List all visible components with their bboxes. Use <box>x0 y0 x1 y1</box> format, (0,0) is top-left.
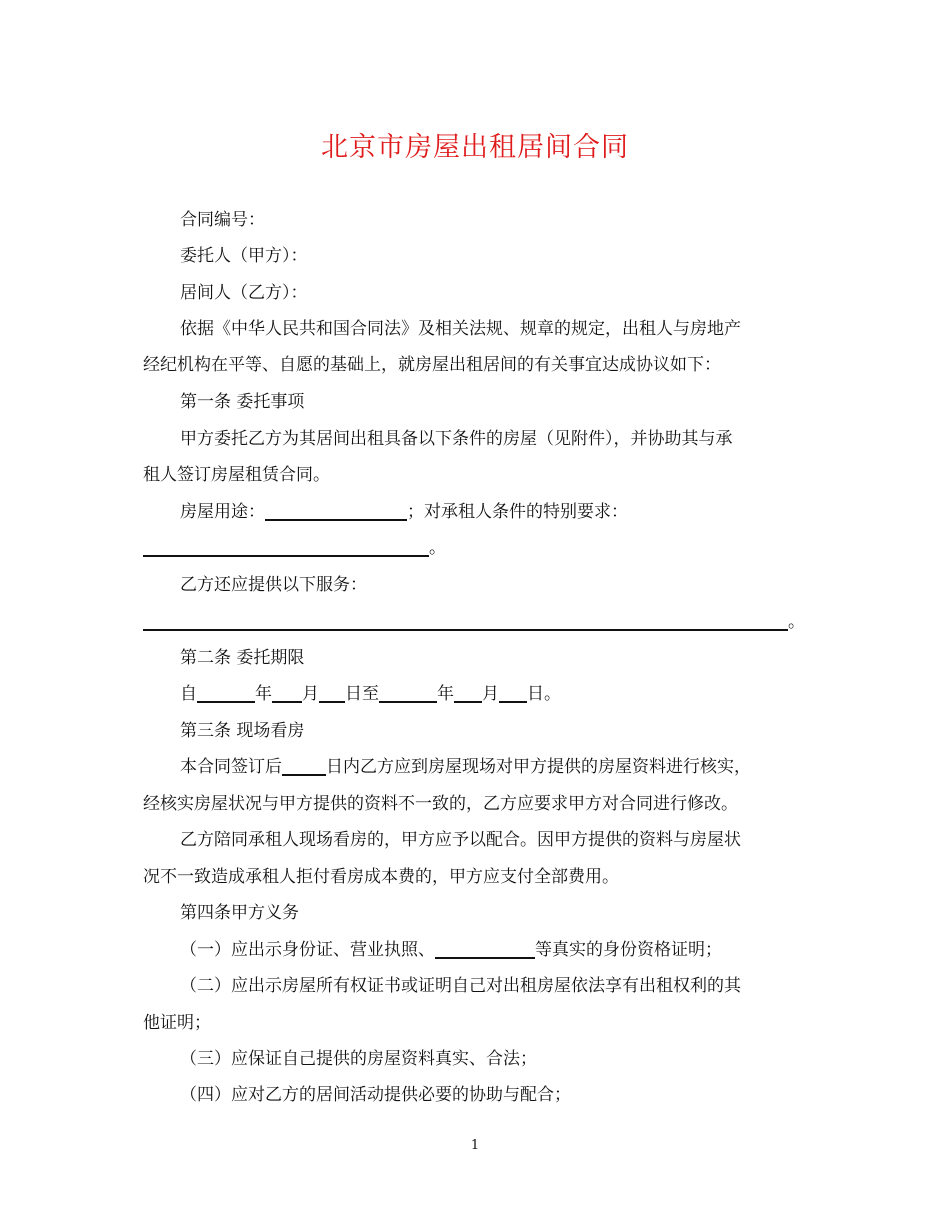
preamble-line-1: 依据《中华人民共和国合同法》及相关法规、规章的规定，出租人与房地产 <box>180 319 741 339</box>
period-line <box>180 682 803 706</box>
article-4-item-2-line-2: 他证明； <box>143 1013 211 1033</box>
art3-text-a: 本合同签订后 <box>180 757 282 777</box>
identity-doc-blank[interactable] <box>435 939 535 959</box>
article-4-title: 第四条甲方义务 <box>180 903 299 923</box>
article-3-paragraph-2-line-1: 乙方陪同承租人现场看房的，甲方应予以配合。因甲方提供的资料与房屋状 <box>180 830 741 850</box>
house-use-blank[interactable] <box>265 501 407 521</box>
article-3-paragraph-2-line-2: 况不一致造成承租人拒付看房成本费的，甲方应支付全部费用。 <box>143 867 619 887</box>
services-line <box>143 610 803 634</box>
month-text: 月 <box>482 684 499 704</box>
year-text: 年 <box>437 684 454 704</box>
start-day-blank[interactable] <box>319 683 345 703</box>
start-month-blank[interactable] <box>272 683 302 703</box>
article-3-paragraph-1-line-1 <box>180 755 803 779</box>
article-3-title: 第三条 现场看房 <box>180 721 305 741</box>
article-4-item-2-line-1: （二）应出示房屋所有权证书或证明自己对出租房屋依法享有出租权利的其 <box>180 976 741 996</box>
tenant-requirements-line <box>143 536 803 560</box>
document-title: 北京市房屋出租居间合同 <box>321 132 629 163</box>
article-1-title: 第一条 委托事项 <box>180 392 305 412</box>
article-4-item-3: （三）应保证自己提供的房屋资料真实、合法； <box>180 1049 537 1069</box>
end-year-blank[interactable] <box>379 683 437 703</box>
article-1-paragraph-line-2: 租人签订房屋租赁合同。 <box>143 465 330 485</box>
end-month-blank[interactable] <box>454 683 482 703</box>
period-mark: 。 <box>788 612 805 632</box>
period-from-text: 自 <box>180 684 197 704</box>
year-text: 年 <box>255 684 272 704</box>
tenant-requirements-label: ；对承租人条件的特别要求： <box>407 502 628 522</box>
article-3-paragraph-1-line-2: 经核实房屋状况与甲方提供的资料不一致的，乙方应要求甲方对合同进行修改。 <box>143 794 738 814</box>
days-blank[interactable] <box>282 756 326 776</box>
party-b-line: 居间人（乙方）： <box>180 283 308 303</box>
article-2-title: 第二条 委托期限 <box>180 648 305 668</box>
article-4-item-1 <box>180 938 803 962</box>
services-blank[interactable] <box>143 611 788 631</box>
party-a-line: 委托人（甲方）： <box>180 246 308 266</box>
item-1-text-b: 等真实的身份资格证明； <box>535 940 722 960</box>
page-number: 1 <box>470 1138 480 1153</box>
period-to-text: 日至 <box>345 684 379 704</box>
start-year-blank[interactable] <box>197 683 255 703</box>
end-day-blank[interactable] <box>499 683 527 703</box>
house-use-label: 房屋用途： <box>180 502 265 522</box>
services-label-line: 乙方还应提供以下服务： <box>180 575 367 595</box>
preamble-line-2: 经纪机构在平等、自愿的基础上，就房屋出租居间的有关事宜达成协议如下： <box>143 355 721 375</box>
contract-number-line: 合同编号： <box>180 210 265 230</box>
tenant-requirements-blank[interactable] <box>143 537 429 557</box>
item-1-text-a: （一）应出示身份证、营业执照、 <box>180 940 435 960</box>
article-4-item-4: （四）应对乙方的居间活动提供必要的协助与配合； <box>180 1085 571 1105</box>
month-text: 月 <box>302 684 319 704</box>
period-end-text: 日。 <box>527 684 561 704</box>
article-1-paragraph-line-1: 甲方委托乙方为其居间出租具备以下条件的房屋（见附件），并协助其与承 <box>180 429 733 449</box>
period-mark: 。 <box>429 538 446 558</box>
art3-text-b: 日内乙方应到房屋现场对甲方提供的房屋资料进行核实， <box>326 757 751 777</box>
house-use-line <box>180 500 803 524</box>
